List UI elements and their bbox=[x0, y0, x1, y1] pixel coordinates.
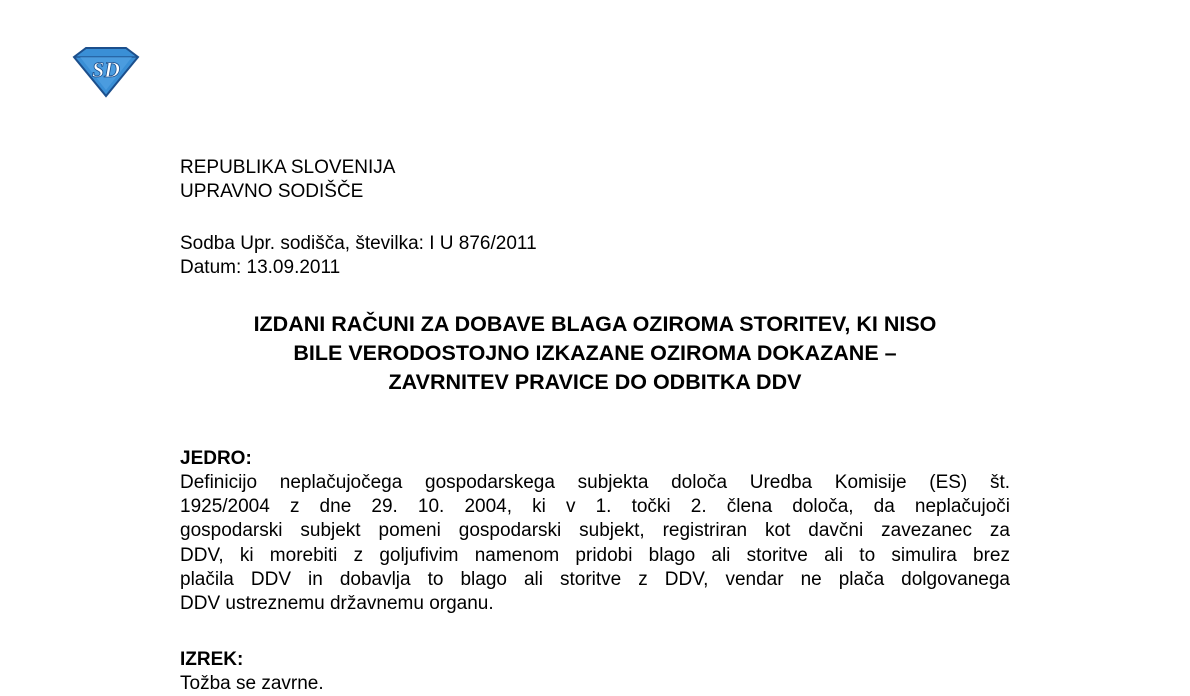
sd-diamond-logo bbox=[70, 44, 142, 100]
title-line: ZAVRNITEV PRAVICE DO ODBITKA DDV bbox=[388, 370, 802, 394]
court-name: UPRAVNO SODIŠČE bbox=[180, 181, 364, 202]
izrek-heading: IZREK: bbox=[180, 649, 244, 670]
judgment-date: Datum: 13.09.2011 bbox=[180, 257, 341, 278]
document-title bbox=[150, 310, 1040, 397]
paragraph-line: DDV ustreznemu državnemu organu. bbox=[180, 593, 494, 615]
jedro-heading: JEDRO: bbox=[180, 448, 252, 469]
paragraph-line: DDV, ki morebiti z goljufivim namenom pridobi blago ali storitve ali to simulira brez bbox=[180, 544, 1010, 566]
svg-text:SD: SD bbox=[91, 57, 121, 82]
title-line: IZDANI RAČUNI ZA DOBAVE BLAGA OZIROMA STORITEV, KI NISO bbox=[253, 312, 937, 336]
izrek-text: Tožba se zavrne. bbox=[180, 673, 324, 694]
country-name: REPUBLIKA SLOVENIJA bbox=[180, 157, 396, 178]
title-line: BILE VERODOSTOJNO IZKAZANE OZIROMA DOKAZANE – bbox=[293, 341, 897, 365]
jedro-paragraph bbox=[180, 471, 1010, 616]
paragraph-line: gospodarski subjekt pomeni gospodarski subjekt, registriran kot davčni zavezanec za bbox=[180, 520, 1010, 542]
paragraph-line: 1925/2004 z dne 29. 10. 2004, ki v 1. točki 2. člena določa, da neplačujoči bbox=[180, 496, 1010, 518]
paragraph-line: plačila DDV in dobavlja to blago ali storitve z DDV, vendar ne plača dolgovanega bbox=[180, 568, 1010, 590]
paragraph-line: Definicijo neplačujočega gospodarskega subjekta določa Uredba Komisije (ES) št. bbox=[180, 472, 1010, 493]
judgment-reference: Sodba Upr. sodišča, številka: I U 876/2011 bbox=[180, 233, 537, 254]
